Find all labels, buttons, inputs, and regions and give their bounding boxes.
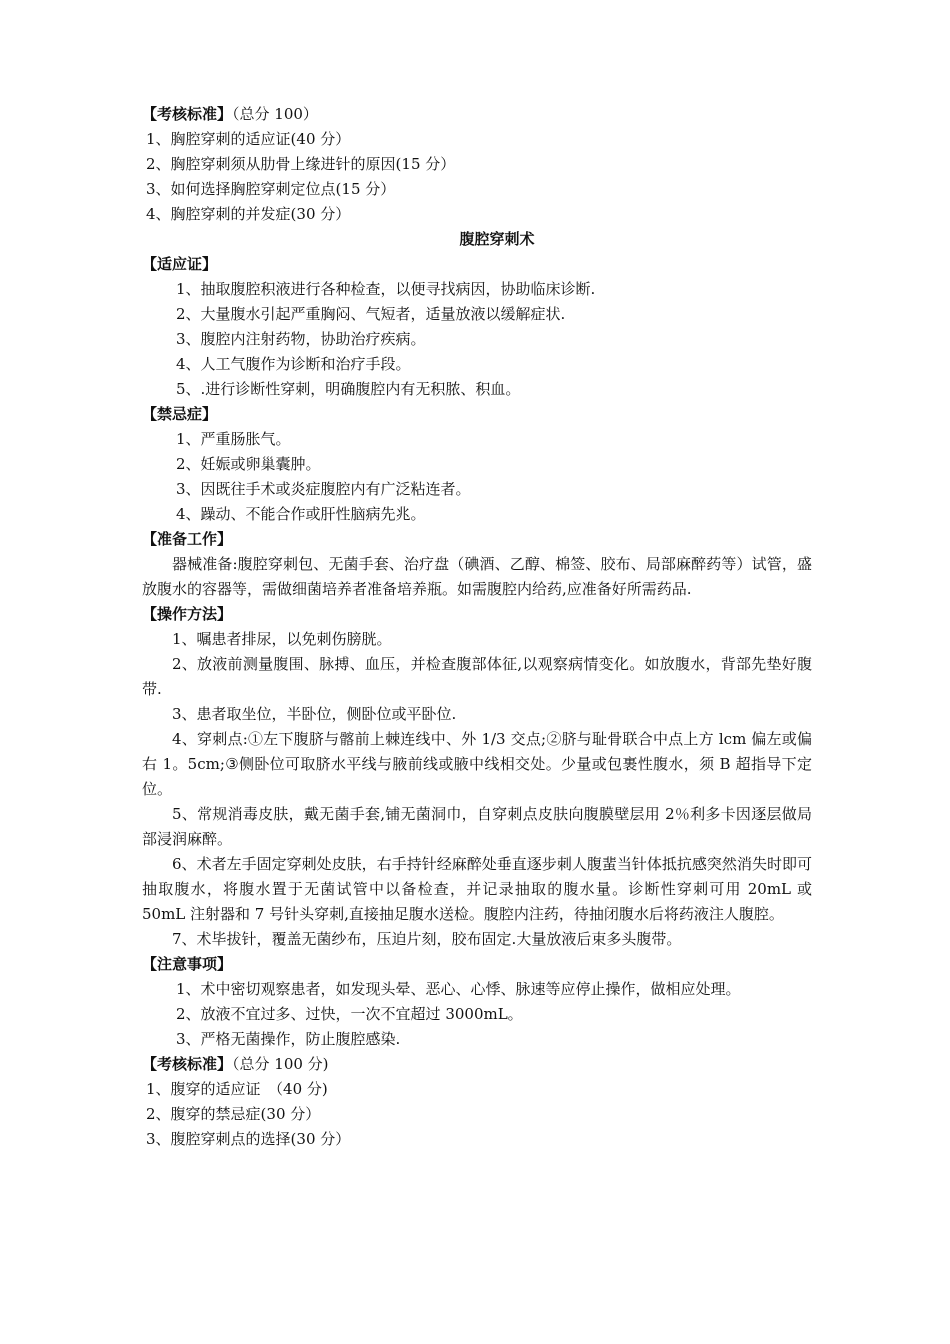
procedure-step: 7、术毕拔针，覆盖无菌纱布，压迫片刻，胶布固定.大量放液后束多头腹带。 xyxy=(172,930,682,948)
exam1-item: 3、如何选择胸腔穿刺定位点(15 分） xyxy=(146,180,396,198)
procedure-step: 3、患者取坐位，半卧位，侧卧位或平卧位. xyxy=(172,705,457,723)
procedure-heading: 【操作方法】 xyxy=(142,605,233,623)
preparation-text: 器械准备:腹腔穿刺包、无菌手套、治疗盘（碘酒、乙醇、棉签、胶布、局部麻醉药等）试管，盛放腹水的容器等，需做细菌培养者准备培养瓶。如需腹腔内给药,应准备好所需药品. xyxy=(142,555,812,598)
contraindications-item: 4、躁动、不能合作或肝性脑病先兆。 xyxy=(176,505,426,523)
indications-item: 5、.进行诊断性穿刺，明确腹腔内有无积脓、积血。 xyxy=(176,380,521,398)
exam2-item: 3、腹腔穿刺点的选择(30 分） xyxy=(146,1130,351,1148)
precautions-item: 1、术中密切观察患者，如发现头晕、恶心、心悸、脉速等应停止操作，做相应处理。 xyxy=(176,980,741,998)
exam1-item: 1、胸腔穿刺的适应证(40 分） xyxy=(146,130,351,148)
procedure-step: 1、嘱患者排尿，以免刺伤膀胱。 xyxy=(172,630,392,648)
procedure-step: 5、常规消毒皮肤，戴无菌手套,铺无菌洞巾，自穿刺点皮肤向腹膜壁层用 2％利多卡因逐层做局部浸润麻醉。 xyxy=(142,805,812,848)
procedure-step: 6、术者左手固定穿刺处皮肤，右手持针经麻醉处垂直逐步刺人腹蜚当针体抵抗感突然消失时即可抽取腹水，将腹水置于无菌试管中以备检查，并记录抽取的腹水量。诊断性穿刺可用 20mL 或 50mL 注射器和 7 号针头穿刺,直接抽足腹水送检。腹腔内注药，待抽闭腹水后将药液注人腹腔。 xyxy=(142,855,812,923)
exam1-item: 2、胸腔穿刺须从肋骨上缘进针的原因(15 分） xyxy=(146,155,456,173)
preparation-heading: 【准备工作】 xyxy=(142,530,233,548)
indications-item: 1、抽取腹腔积液进行各种检查，以便寻找病因，协助临床诊断. xyxy=(176,280,596,298)
contraindications-heading: 【禁忌症】 xyxy=(142,405,218,423)
contraindications-item: 3、因既往手术或炎症腹腔内有广泛粘连者。 xyxy=(176,480,471,498)
precautions-item: 3、严格无菌操作，防止腹腔感染. xyxy=(176,1030,401,1048)
exam2-item: 1、腹穿的适应证 （40 分) xyxy=(146,1080,328,1098)
procedure-step: 4、穿刺点:①左下腹脐与髂前上棘连线中、外 1/3 交点;②脐与耻骨联合中点上方 lcm 偏左或偏右 1。5cm;③侧卧位可取脐水平线与腋前线或腋中线相交处。少量或包裹性腹水，须 B 超指导下定位。 xyxy=(142,730,812,798)
precautions-item: 2、放液不宜过多、过快，一次不宜超过 3000mL。 xyxy=(176,1005,523,1023)
exam2-item: 2、腹穿的禁忌症(30 分） xyxy=(146,1105,321,1123)
exam1-item: 4、胸腔穿刺的并发症(30 分） xyxy=(146,205,351,223)
contraindications-item: 1、严重肠胀气。 xyxy=(176,430,291,448)
indications-item: 4、人工气腹作为诊断和治疗手段。 xyxy=(176,355,411,373)
exam-criteria-heading-2: 【考核标准】（总分 100 分) xyxy=(142,1055,329,1073)
procedure-step: 2、放液前测量腹围、脉搏、血压，并检查腹部体征,以观察病情变化。如放腹水，背部先垫好腹带. xyxy=(142,655,812,698)
indications-item: 2、大量腹水引起严重胸闷、气短者，适量放液以缓解症状. xyxy=(176,305,566,323)
precautions-heading: 【注意事项】 xyxy=(142,955,233,973)
document-content xyxy=(142,102,812,1152)
exam-criteria-heading-1: 【考核标准】（总分 100） xyxy=(142,105,318,123)
contraindications-item: 2、妊娠或卵巢囊肿。 xyxy=(176,455,321,473)
indications-item: 3、腹腔内注射药物，协助治疗疾病。 xyxy=(176,330,426,348)
section-title: 腹腔穿刺术 xyxy=(459,230,535,248)
indications-heading: 【适应证】 xyxy=(142,255,218,273)
